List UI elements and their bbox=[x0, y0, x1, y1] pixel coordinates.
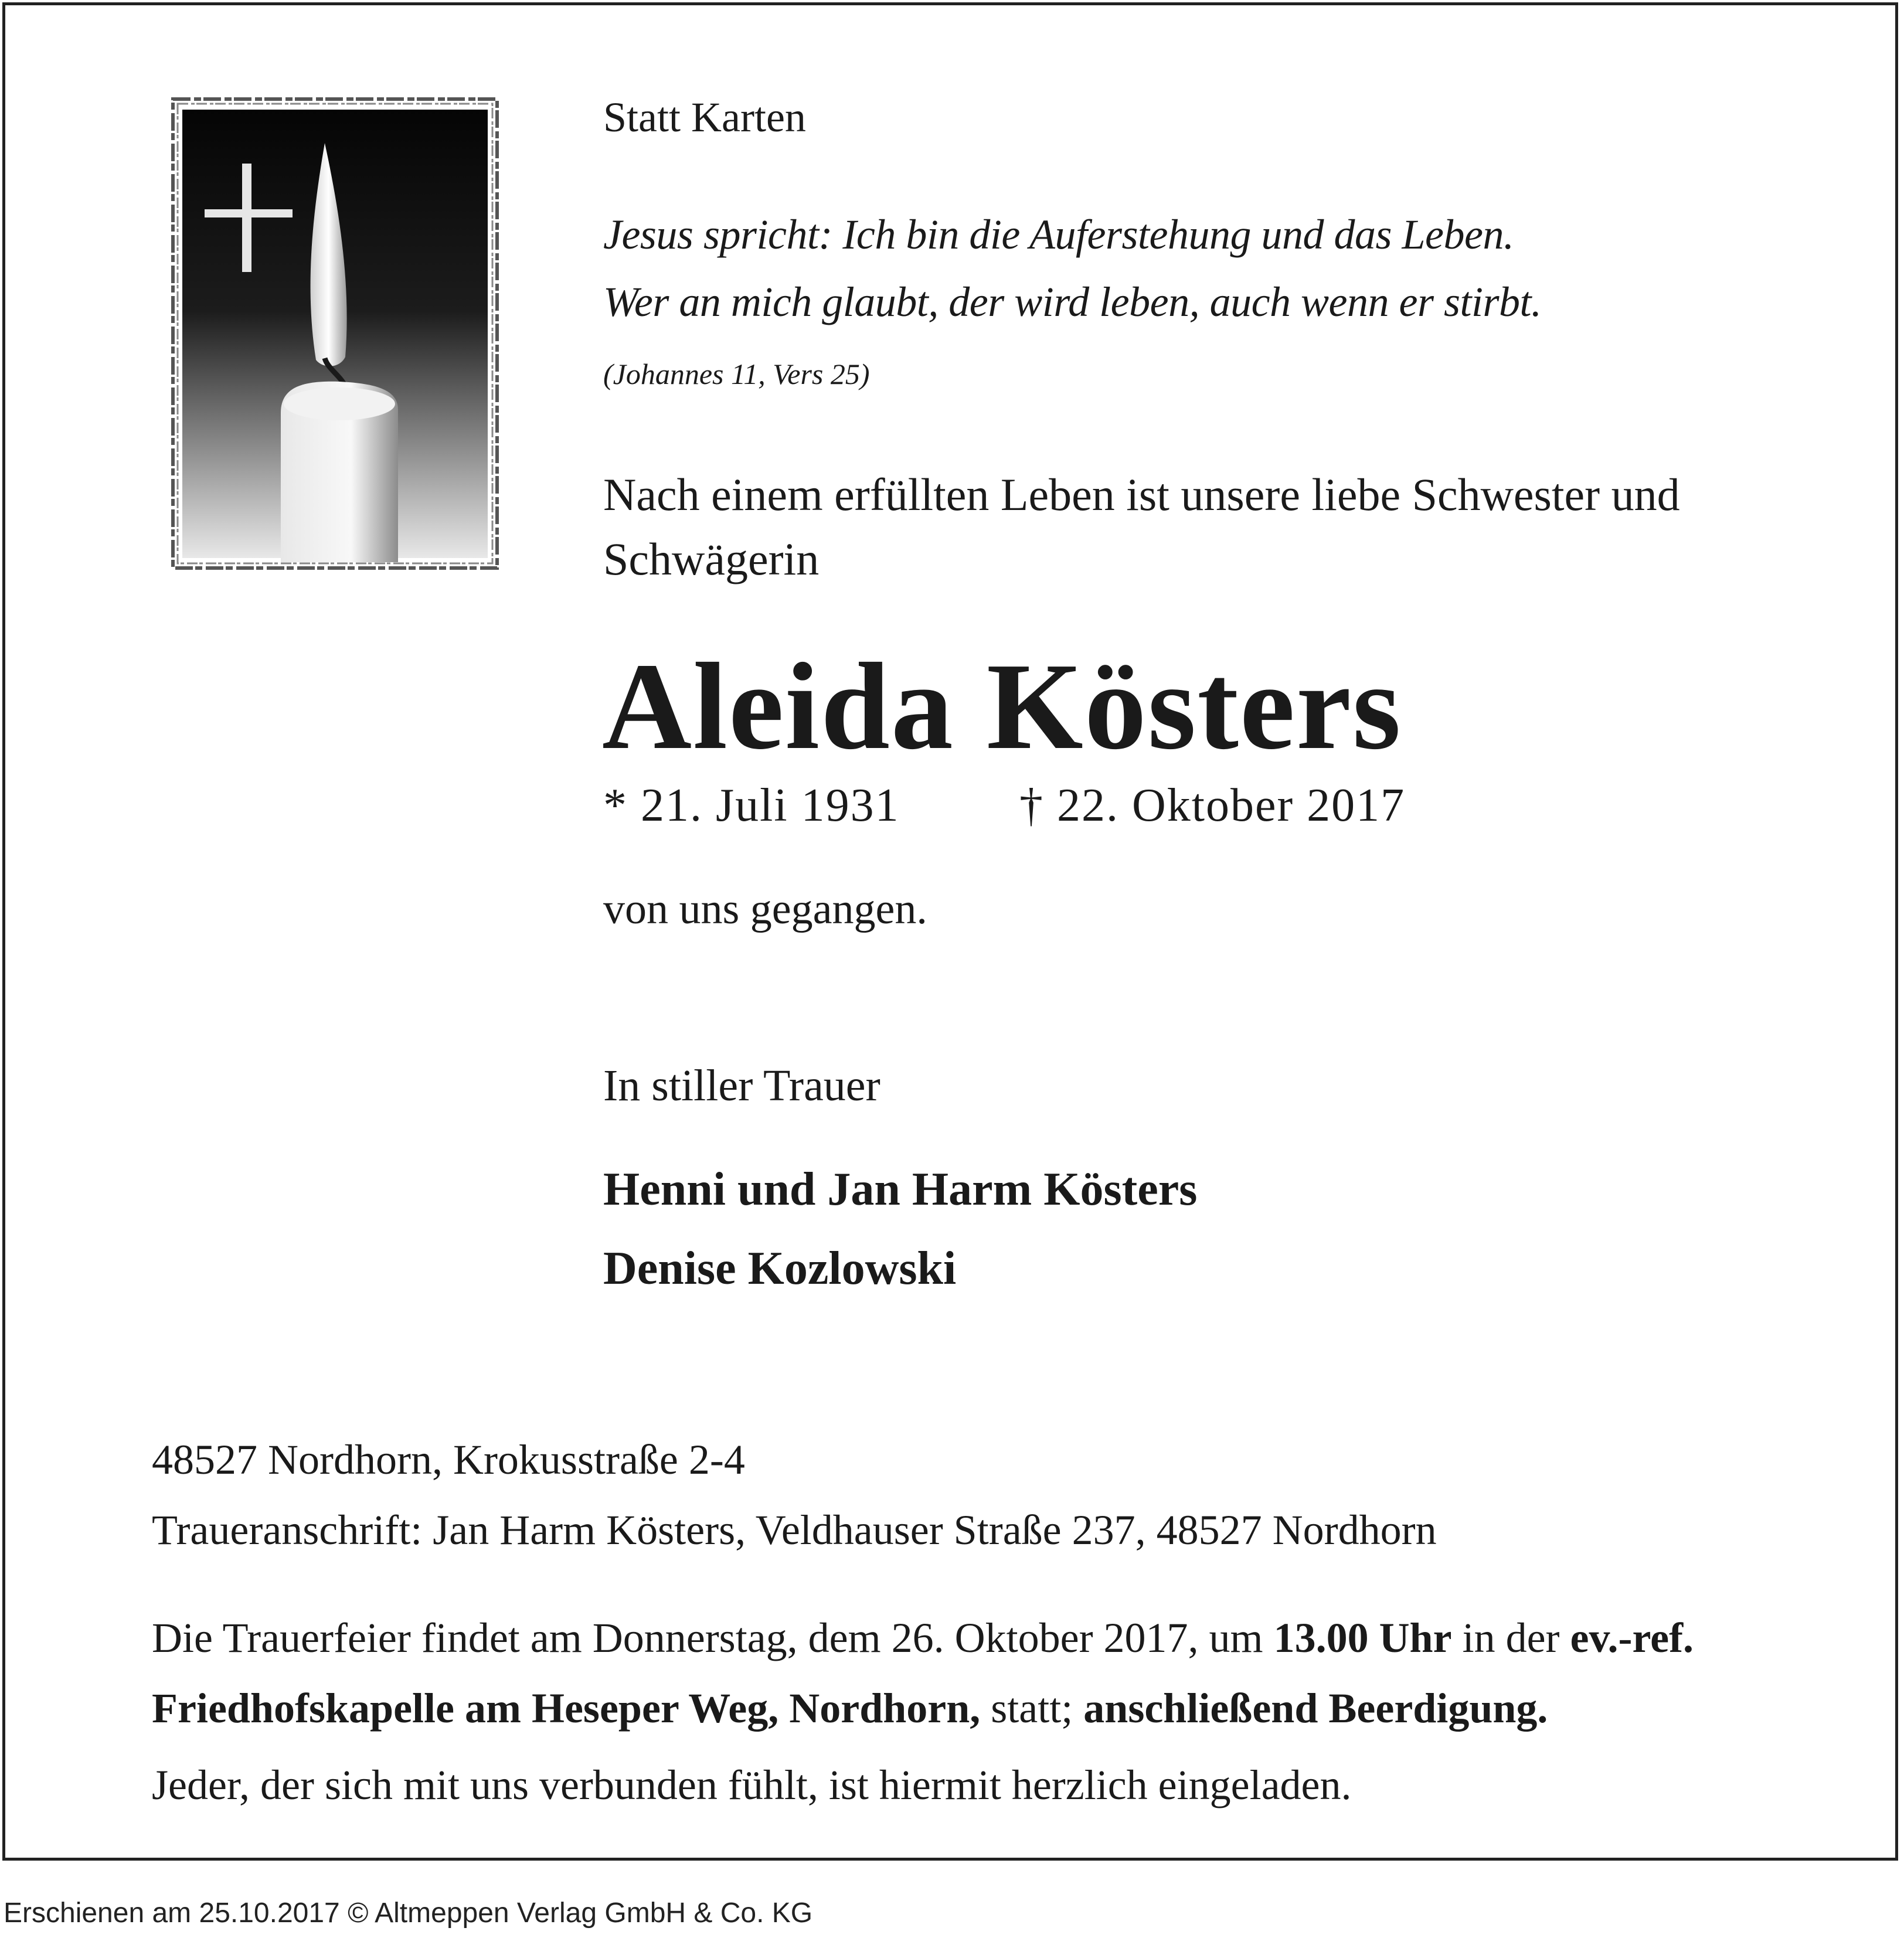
deceased-name: Aleida Kösters bbox=[602, 637, 1402, 775]
burial-note: anschließend Beerdigung. bbox=[1083, 1685, 1548, 1732]
intro-text: Schwägerin bbox=[603, 533, 820, 584]
ceremony-text: Die Trauerfeier findet am Donnerstag, dem 26. Oktober 2017, um bbox=[152, 1614, 1274, 1661]
intro-text: Nach einem erfüllten Leben ist unsere liebe Schwester und bbox=[603, 469, 1680, 520]
mourning-address: Traueranschrift: Jan Harm Kösters, Veldhauser Straße 237, 48527 Nordhorn bbox=[152, 1507, 1437, 1553]
ceremony-place: ev.-ref. Friedhofskapelle am Heseper Weg, Nordhorn, bbox=[152, 1614, 1694, 1732]
bible-verse-line: Wer an mich glaubt, der wird leben, auch wenn er stirbt. bbox=[603, 278, 1542, 325]
mourner-name: Denise Kozlowski bbox=[603, 1243, 957, 1294]
residence-address: 48527 Nordhorn, Krokusstraße 2-4 bbox=[152, 1436, 745, 1483]
notice-frame bbox=[2, 2, 1898, 1861]
bible-verse-line: Jesus spricht: Ich bin die Auferstehung und das Leben. bbox=[603, 211, 1514, 258]
ceremony-text: in der bbox=[1451, 1614, 1570, 1661]
candle-cross-icon bbox=[169, 93, 501, 574]
ceremony-info bbox=[152, 1603, 1776, 1743]
ceremony-time: 13.00 Uhr bbox=[1273, 1614, 1452, 1661]
notice-header: Statt Karten bbox=[603, 94, 806, 141]
invitation-text: Jeder, der sich mit uns verbunden fühlt, ist hiermit herzlich eingeladen. bbox=[152, 1762, 1352, 1808]
birth-date: * 21. Juli 1931 bbox=[603, 780, 900, 831]
ceremony-text: statt; bbox=[980, 1685, 1084, 1732]
mourning-label: In stiller Trauer bbox=[603, 1061, 880, 1110]
death-date: † 22. Oktober 2017 bbox=[1019, 780, 1406, 831]
mourner-name: Henni und Jan Harm Kösters bbox=[603, 1164, 1198, 1215]
publication-footer: Erschienen am 25.10.2017 © Altmeppen Verlag GmbH & Co. KG bbox=[4, 1898, 813, 1929]
passing-text: von uns gegangen. bbox=[603, 885, 927, 933]
verse-reference: (Johannes 11, Vers 25) bbox=[603, 358, 870, 390]
